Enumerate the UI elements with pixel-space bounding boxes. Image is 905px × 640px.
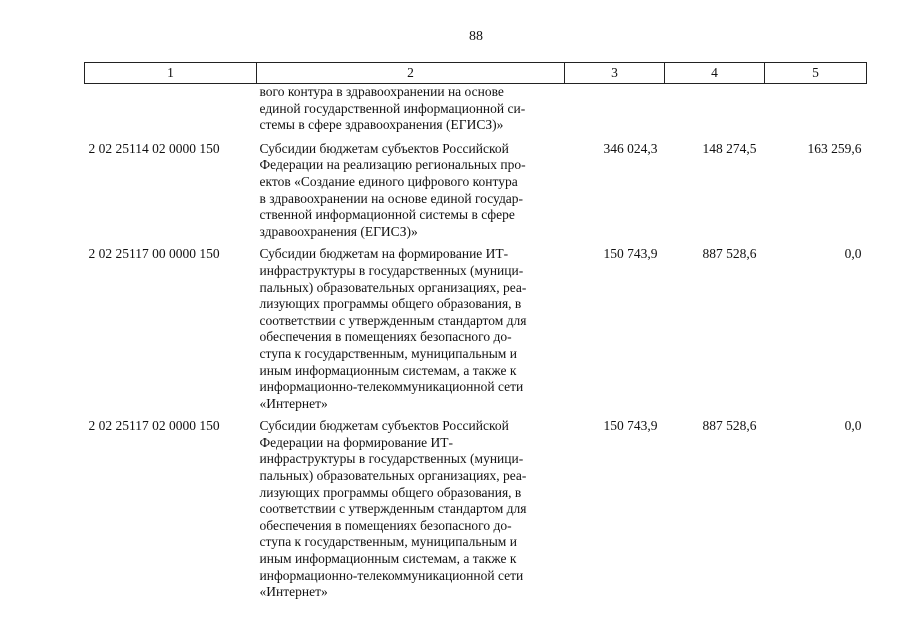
description-cell xyxy=(257,412,565,601)
value-col5: 0,0 xyxy=(844,246,862,262)
description-line: инфраструктуры в государственных (муници- xyxy=(259,451,524,467)
table-row xyxy=(85,135,867,241)
column-header-1: 1 xyxy=(85,63,257,84)
description-line: соответствии с утвержденным стандартом для xyxy=(259,501,527,517)
value-cell xyxy=(765,84,867,135)
value-col3: 150 743,9 xyxy=(603,246,658,262)
description-line: вого контура в здравоохранении на основе xyxy=(259,84,504,99)
page-number: 88 xyxy=(469,29,483,44)
description-line: ступа к государственным, муниципальным и xyxy=(259,534,517,550)
column-header-3: 3 xyxy=(565,63,665,84)
description-line: обеспечения в помещениях безопасного до- xyxy=(259,329,512,345)
description-line: Субсидии бюджетам на формирование ИТ- xyxy=(259,246,509,262)
value-col3: 150 743,9 xyxy=(603,418,658,434)
description-line: ектов «Создание единого цифрового контура xyxy=(259,173,518,189)
description-line: ственной информационной системы в сфере xyxy=(259,207,515,223)
value-col5: 163 259,6 xyxy=(807,140,862,156)
column-header-4: 4 xyxy=(665,63,765,84)
description-cell xyxy=(257,240,565,412)
description-line: иным информационным системам, а также к xyxy=(259,551,517,567)
table-row-continuation xyxy=(85,84,867,135)
description-cell xyxy=(257,84,565,135)
description-line: обеспечения в помещениях безопасного до- xyxy=(259,517,512,533)
value-col4: 887 528,6 xyxy=(702,246,757,262)
value-col4: 887 528,6 xyxy=(702,418,757,434)
description-line: Федерации на формирование ИТ- xyxy=(259,434,454,450)
value-col3: 346 024,3 xyxy=(603,140,658,156)
description-line: в здравоохранении на основе единой государ- xyxy=(259,190,524,206)
description-line: лизующих программы общего образования, в xyxy=(259,296,522,312)
budget-code: 2 02 25114 02 0000 150 xyxy=(88,140,220,156)
description-line: лизующих программы общего образования, в xyxy=(259,484,522,500)
description-line: ступа к государственным, муниципальным и xyxy=(259,345,517,361)
value-col5: 0,0 xyxy=(844,418,862,434)
description-line: стемы в сфере здравоохранения (ЕГИСЗ)» xyxy=(259,117,504,133)
description-line: единой государственной информационной си- xyxy=(259,100,526,116)
description-line: пальных) образовательных организациях, реа- xyxy=(259,468,527,484)
column-header-2: 2 xyxy=(257,63,565,84)
budget-code: 2 02 25117 00 0000 150 xyxy=(88,246,220,262)
description-line: информационно-телекоммуникационной сети xyxy=(259,567,524,583)
description-line: «Интернет» xyxy=(259,584,328,600)
description-line: пальных) образовательных организациях, реа- xyxy=(259,279,527,295)
description-line: информационно-телекоммуникационной сети xyxy=(259,379,524,395)
table-row xyxy=(85,240,867,412)
table-row xyxy=(85,412,867,601)
budget-code: 2 02 25117 02 0000 150 xyxy=(88,418,220,434)
description-line: здравоохранения (ЕГИСЗ)» xyxy=(259,223,418,239)
table-header-row xyxy=(85,63,867,84)
column-header-5: 5 xyxy=(765,63,867,84)
description-line: Субсидии бюджетам субъектов Российской xyxy=(259,418,509,434)
value-col4: 148 274,5 xyxy=(702,140,757,156)
description-line: Субсидии бюджетам субъектов Российской xyxy=(259,140,509,156)
description-line: соответствии с утвержденным стандартом для xyxy=(259,312,527,328)
description-line: Федерации на реализацию региональных про- xyxy=(259,157,526,173)
code-cell xyxy=(85,84,257,135)
value-cell xyxy=(665,84,765,135)
description-line: иным информационным системам, а также к xyxy=(259,362,517,378)
budget-table xyxy=(84,62,867,601)
description-line: «Интернет» xyxy=(259,395,328,411)
value-cell xyxy=(565,84,665,135)
description-line: инфраструктуры в государственных (муници- xyxy=(259,262,524,278)
description-cell xyxy=(257,135,565,241)
